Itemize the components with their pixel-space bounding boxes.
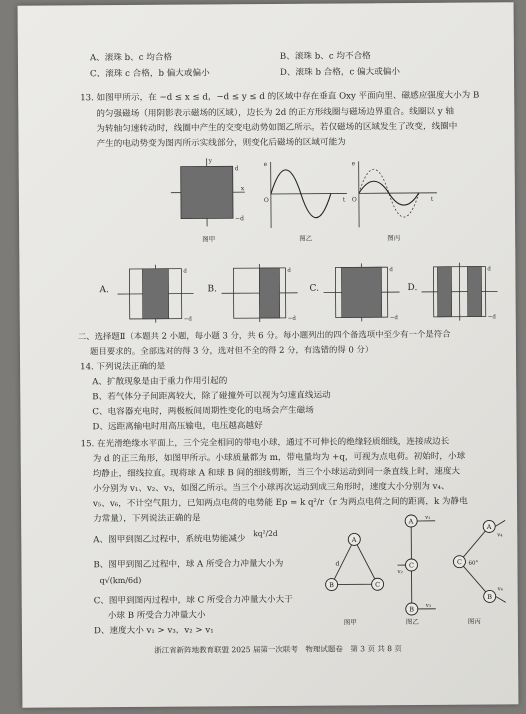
q13-opt-c-d: d [389,267,393,274]
q15-jia-ball-b: B [329,581,334,590]
q15-line-4: 小分别为 v₁、v₂、v₃，如图乙所示。当三个小球再次运动到成三角形时，速度大小分别为 v₄、 [92,481,450,495]
q12-option-a: A、滚珠 b、c 均合格 [89,52,173,64]
q13-figure-jia [165,154,250,229]
q15-option-b-formula: q√(km/6d) [99,575,142,586]
q15-line-5: v₅、v₆，不计空气阻力，已知两点电荷的电势能 Ep = k q²/r（r 为两点电荷之间的距离，k 为静电 [93,496,468,510]
q15-yi-v2: v₂ [397,569,403,576]
q15-option-d[interactable]: D、速度大小 v₁ > v₃，v₂ > v₁ [93,625,214,637]
q12-option-d: D、滚珠 b 合格，c 偏大或偏小 [279,67,401,78]
q13-option-d-figure[interactable] [419,260,499,323]
section2-line-1: 二、选择题Ⅱ（本题共 2 小题，每小题 3 分，共 6 分。每小题列出的四个备选项中至少有一个是符合 [77,328,451,342]
q15-fig-bing-caption: 图丙 [467,617,481,626]
q13-jia-d-label: d [234,165,239,173]
q13-option-a-label[interactable]: A. [99,285,109,296]
q14-option-c[interactable]: C、电容器充电时，两极板间周期性变化的电场会产生磁场 [92,405,314,418]
q13-opt-b-negd: −d [287,315,296,322]
q14-option-b[interactable]: B、若气体分子间距离较大，除了碰撞外可以视为匀速直线运动 [92,390,331,403]
q13-figure-yi [263,157,350,230]
q15-bing-ball-b: B [487,592,493,601]
q13-opt-b-d: d [287,267,291,274]
q13-opt-d-d: d [487,266,491,273]
q15-yi-ball-c: C [408,561,414,570]
q13-fig-yi-caption: 图乙 [299,234,313,243]
q15-bing-v4: v₄ [497,532,503,539]
q15-figure-yi [397,511,442,619]
q13-yi-e-label: e [263,161,268,169]
q13-option-c-figure[interactable] [321,261,401,324]
q13-line-1: 13. 如图甲所示，在 −d ≤ x ≤ d，−d ≤ y ≤ d 的区域中存在垂直 Oxy 平面向里、磁感应强度大小为 B [80,90,480,104]
q12-option-b: B、滚珠 b、c 均不合格 [279,51,371,62]
q15-option-a[interactable]: A、图甲到图乙过程中，系统电势能减少 [93,534,246,546]
q15-option-c[interactable]: C、图甲到图丙过程中，球 C 所受合力冲量大小大于 [93,594,293,607]
q15-line-2: 为 d 的正三角形，如图甲所示。小球质量都为 m，带电量均为 +q，可视为点电荷。初始时，小球 [92,451,466,465]
page-footer: 浙江省新阵地教育联盟 2025 届第一次联考 物理试题卷 第 3 页 共 8 页 [154,644,402,655]
q15-fig-yi-caption: 图乙 [405,617,419,627]
q13-option-a-figure[interactable] [115,263,195,326]
q13-bing-o-label: O [351,196,357,204]
q13-option-c-label[interactable]: C. [309,283,320,294]
q13-line-3: 为转轴匀速转动时，线圈中产生的交变电动势如图乙所示。若仅磁场的区域发生了改变，线圈中 [96,121,458,135]
exam-page [18,2,519,707]
q13-option-b-label[interactable]: B. [207,284,218,295]
q15-jia-d: d [335,560,340,568]
q13-jia-negd-label: −d [235,215,244,223]
q15-yi-ball-a: A [408,517,414,526]
q15-yi-v1: v₁ [425,514,431,521]
q13-jia-y-label: y [208,157,213,165]
q14-stem: 14. 下列说法正确的是 [80,361,166,373]
q15-jia-ball-a: A [351,535,357,544]
q13-bing-e-label: e [351,160,356,168]
q15-line-6: 力常量），下列说法正确的是 [93,513,201,525]
q13-opt-a-negd: −d [183,316,192,323]
q12-option-c: C、滚珠 c 合格，b 偏大或偏小 [90,68,210,80]
q14-option-a[interactable]: A、扩散现象是由于重力作用引起的 [92,376,228,388]
q13-yi-o-label: O [263,196,269,205]
q13-figure-bing [349,157,440,230]
section2-line-2: 题目要求的。全部选对的得 3 分，选对但不全的得 2 分，有选错的得 0 分） [89,344,374,357]
q15-bing-ball-c: C [456,558,462,567]
q15-option-b[interactable]: B、图甲到图乙过程中，球 A 所受合力冲量大小为 [93,558,284,571]
q15-yi-ball-b: B [409,605,415,614]
q15-line-1: 15. 在光滑绝缘水平面上，三个完全相同的带电小球，通过不可伸长的绝缘轻质细线，连接成边长 [80,436,450,450]
q13-line-4: 产生的电动势变为图丙所示实线部分，则变化后磁场的区域可能为 [96,137,346,150]
q15-yi-v3: v₃ [425,602,432,609]
q14-option-d[interactable]: D、远距离输电时用高压输电，电压越高越好 [92,421,263,433]
q13-opt-c-negd: −d [389,315,398,322]
q13-opt-a-d: d [183,268,187,275]
q15-figure-bing [445,516,510,606]
q15-line-3: 均静止，细线拉直。现将球 A 和球 B 间的细线剪断，当三个小球运动到同一条直线上时，速度大 [92,466,461,480]
q15-bing-angle: 60° [468,560,479,567]
q13-jia-x-label: x [240,185,245,193]
q13-fig-bing-caption: 图丙 [387,234,401,243]
q15-figure-jia [321,529,388,609]
q13-line-2: 的匀强磁场（用阴影表示磁场的区域），边长为 2d 的正方形线圈与磁场边界重合。线圈以 y 轴 [96,106,454,120]
q13-option-d-label[interactable]: D. [407,282,418,294]
q15-fig-jia-caption: 图甲 [343,618,357,627]
q15-bing-ball-a: A [486,522,492,531]
q15-jia-ball-c: C [375,580,381,589]
q15-bing-v6: v₆ [497,586,503,593]
q13-option-b-figure[interactable] [219,262,299,325]
q13-bing-t-label: t [430,195,434,203]
q15-option-c-cont: 小球 B 所受合力冲量大小 [107,610,206,622]
q13-fig-jia-caption: 图甲 [202,235,216,244]
q13-yi-t-label: t [342,196,346,204]
q15-option-a-formula: kq²/2d [253,528,278,539]
q13-opt-d-negd: −d [487,314,496,321]
